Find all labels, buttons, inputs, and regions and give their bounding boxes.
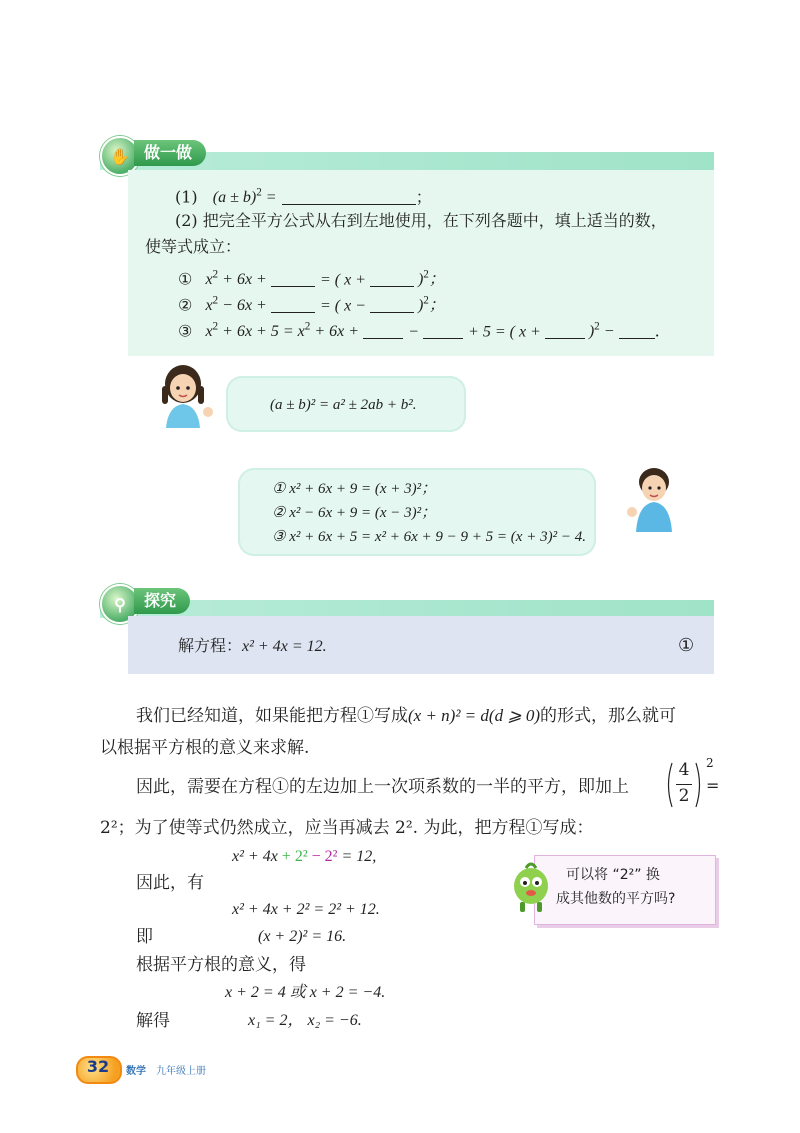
fraction-exponent: 2 <box>706 756 714 770</box>
text-by-square-root: 根据平方根的意义，得 <box>136 955 306 975</box>
fraction-bar <box>676 784 692 785</box>
subtracted-term: − 2² <box>311 848 338 865</box>
explore-problem <box>178 635 327 658</box>
fill-blank[interactable] <box>619 338 655 339</box>
side-note-line-2: 成其他数的平方吗? <box>556 891 676 907</box>
girl-illustration <box>150 362 216 428</box>
boy-illustration <box>624 464 680 532</box>
magnifier-icon: ⚲ <box>100 584 140 624</box>
item-number: (1) <box>175 187 198 207</box>
punctuation: ； <box>415 187 432 207</box>
fill-blank[interactable] <box>370 312 414 313</box>
fraction-equals: = <box>706 776 720 795</box>
do-line-1 <box>175 182 432 209</box>
equation-step-2: x² + 4x + 2² = 2² + 12. <box>232 901 380 918</box>
do-line-2: (2) 把完全平方公式从右到左地使用，在下列各题中，填上适当的数， <box>175 211 667 230</box>
equation-step-1: x² + 4x + 2² − 2² = 12, <box>232 848 377 865</box>
do-item-1: ① $x^2 + 6x$ + = ( x + )$^2$； <box>178 269 445 289</box>
side-note-line-1: 可以将 “2²” 换 <box>566 867 660 883</box>
fill-blank[interactable] <box>545 338 585 339</box>
hand-icon: ✋ <box>100 136 140 176</box>
problem-label: 解方程： <box>178 636 243 655</box>
footer-subject: 数学 <box>126 1066 146 1077</box>
fill-blank[interactable] <box>282 204 416 205</box>
text-that-is: 即 <box>136 927 153 947</box>
boy-bubble-line-2: ② x² − 6x + 9 = (x − 3)²； <box>272 505 437 521</box>
do-section-title: 做一做 <box>134 140 206 166</box>
equation-solution: x₁ = 2， x₂ = −6. <box>248 1012 362 1029</box>
explore-section-title: 探究 <box>134 588 190 614</box>
circled-2: ② <box>178 295 193 315</box>
paragraph-2: 因此，需要在方程①的左边加上一次项系数的一半的平方，即加上 <box>136 777 629 797</box>
problem-equation: x² + 4x = 12. <box>242 638 327 655</box>
circled-1: ① <box>178 269 193 289</box>
circled-3: ③ <box>178 321 193 341</box>
fill-blank[interactable] <box>423 338 463 339</box>
right-paren <box>694 762 704 808</box>
equation-step-4: x + 2 = 4 或 x + 2 = −4. <box>225 984 386 1001</box>
fill-blank[interactable] <box>271 286 315 287</box>
boy-bubble-line-3: ③ x² + 6x + 5 = x² + 6x + 9 − 9 + 5 = (x + 3)² − 4. <box>272 529 586 545</box>
equation-step-3: (x + 2)² = 16. <box>258 928 347 945</box>
girl-bubble-text: (a ± b)² = a² ± 2ab + b². <box>270 397 417 413</box>
text-therefore: 因此，有 <box>136 873 204 893</box>
equation-marker: ① <box>678 635 695 656</box>
do-line-3: 使等式成立： <box>145 237 242 256</box>
added-term: + 2² <box>281 848 308 865</box>
fraction-numerator: 4 <box>678 760 690 780</box>
paragraph-1-cont: 以根据平方根的意义来求解. <box>100 738 310 758</box>
do-item-3: ③ $x^2 + 6x + 5 = x^2 + 6x$ + − + 5 = ( x + )$^2$ − . <box>178 321 660 341</box>
fill-blank[interactable] <box>370 286 414 287</box>
fill-blank[interactable] <box>271 312 315 313</box>
page-number: 32 <box>86 1057 110 1076</box>
do-item-2: ② $x^2 - 6x$ + = ( x − )$^2$； <box>178 295 445 315</box>
fill-blank[interactable] <box>363 338 403 339</box>
paragraph-2-cont: 2²；为了使等式仍然成立，应当再减去 2². 为此，把方程①写成： <box>100 818 594 838</box>
text-solution: 解得 <box>136 1011 170 1031</box>
paragraph-1: 我们已经知道，如果能把方程①写成(x + n)² = d(d ⩾ 0)的形式，那么就可 <box>136 706 676 726</box>
left-paren <box>664 762 674 808</box>
square-formula: $(a \pm b)^2$ = <box>212 187 277 207</box>
fraction-denominator: 2 <box>678 786 690 806</box>
mascot-illustration <box>506 860 556 912</box>
boy-bubble-line-1: ① x² + 6x + 9 = (x + 3)²； <box>272 481 437 497</box>
footer-grade: 九年级上册 <box>156 1066 206 1077</box>
